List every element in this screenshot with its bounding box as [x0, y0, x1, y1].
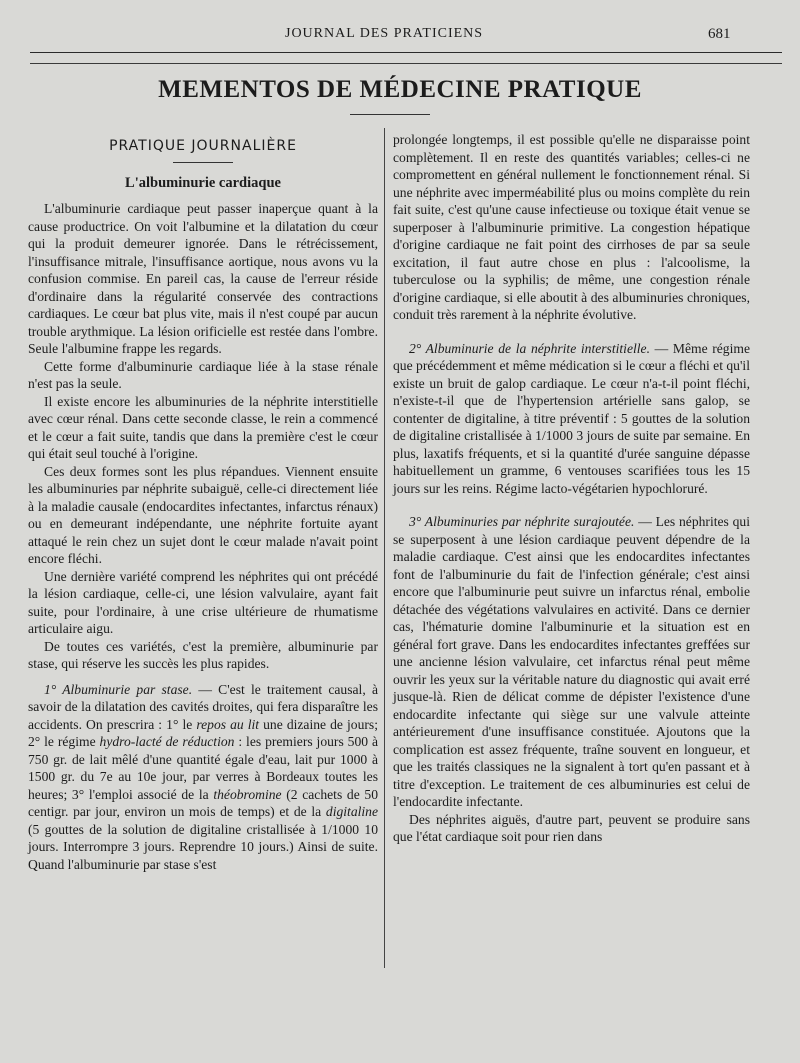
right-column: [393, 131, 750, 846]
paragraph: Une dernière variété comprend les néphrites qui ont précédé la lésion cardiaque, celle-ci, une lésion valvulaire, ayant fait suite, pour l'ordinaire, à une crise ultérieure de rhumatisme articulaire aigu.: [28, 568, 378, 636]
subheading: 1° Albuminurie par stase.: [44, 681, 193, 697]
page-title: MEMENTOS DE MÉDECINE PRATIQUE: [158, 76, 642, 103]
paragraph: prolongée longtemps, il est possible qu'elle ne disparaisse point complètement. Il en reste des quantités variables; celles-ci ne compromettent en général nullement le fonctionnement rénal. Si une néphrite avec imperméabilité plus ou moins complète du rein fait suite, c'est qu'une cause infectieuse ou toxique était venue se superposer à l'albuminurie primitive. La congestion hépatique d'origine cardiaque ne fait point des cirrhoses de par sa seule excitation, il faut autre chose en plus : l'alcoolisme, la tuberculose ou la syphilis; de même, une congestion rénale d'origine cardiaque, si elle aboutit à des albuminuries chroniques, conduit très rarement à la néphrite évolutive.: [393, 132, 750, 322]
title-rule: [350, 114, 430, 115]
section-rule: [173, 162, 233, 163]
column-divider: [384, 128, 385, 968]
paragraph: Cette forme d'albuminurie cardiaque liée à la stase rénale n'est pas la seule.: [28, 358, 378, 391]
running-head: [0, 26, 800, 46]
paragraph: Il existe encore les albuminuries de la néphrite interstitielle avec cœur rénal. Dans cette seconde classe, le rein a commencé et le cœur a fait suite, tandis que dans la première c'est le cœur qui était seul touché à l'origine.: [28, 393, 378, 461]
paragraph: De toutes ces variétés, c'est la première, albuminurie par stase, qui réserve les succès les plus rapides.: [28, 638, 378, 671]
subheading: 2° Albuminurie de la néphrite interstitielle.: [409, 340, 650, 356]
header-rule-secondary: [30, 63, 782, 64]
paragraph-interstitielle: 2° Albuminurie de la néphrite interstitielle. — Même régime que précédemment et même médication si le cœur a fléchi et qu'il existe un bruit de galop cardiaque. Le cœur n'a-t-il point fléchi, n'existe-t-il que de l'hypertension artérielle sans galop, se contenter de digitaline, à titre préventif : 5 gouttes de la solution de digitaline cristallisée à 1/1000 3 jours de suite par semaine. En plus, laxatifs fréquents, et si la quantité d'urée sanguine dépasse habituellement un gramme, 6 ventouses scarifiées tous les 15 jours sur les reins. Régime lacto-végétarien hypochloruré.: [393, 340, 750, 496]
article-title: L'albuminurie cardiaque: [125, 174, 281, 191]
paragraph-stase: 1° Albuminurie par stase. — C'est le traitement causal, à savoir de la dilatation des cavités droites, qui fera disparaître les accidents. On prescrira : 1° le repos au lit une dizaine de jours; 2° le régime hydro-lacté de réduction : les premiers jours 500 à 750 gr. de lait mêlé d'une quantité égale d'eau, lait pur 1000 à 1500 gr. du 7e au 10e jour, par verres à Bordeaux toutes les heures; 3° l'emploi associé de la théobromine (2 cachets de 50 centigr. par jour, environ un mois de temps) et de la digitaline (5 gouttes de la solution de digitaline cristallisée à 1/1000 10 jours. Interrompre 3 jours. Reprendre 10 jours.) Ainsi de suite. Quand l'albuminurie par stase s'est: [28, 681, 378, 872]
subheading: 3° Albuminuries par néphrite surajoutée.: [409, 514, 635, 529]
page-number: 681: [708, 26, 731, 42]
section-heading: PRATIQUE JOURNALIÈRE: [109, 138, 297, 154]
paragraph-surajoutee: 3° Albuminuries par néphrite surajoutée. — Les néphrites qui se superposent à une lésion cardiaque peuvent dépendre de la maladie cardiaque. C'est ainsi que les endocardites infectantes font de l'albuminurie du fait de l'infection générale; c'est ainsi encore que l'albuminurie peut suivre un infarctus rénal, embolie détachée des végétations valvulaires en activité. Dans ce dernier cas, l'hématurie domine l'albuminurie et la situation est en général fort grave. Dans les endocardites infectantes greffées sur une ancienne lésion valvulaire, cet infarctus rénal peut même ouvrir les yeux sur la véritable nature du diagnostic qui avait erré jusque-là. Rien de délicat comme de dépister l'existence d'une endocardite infectante qui siège sur une valvule atteinte antérieurement d'une insuffisance constituée. Ajoutons que la complication est assez fréquente, traîne souvent en longueur, et que les traités classiques ne la signalent à tort qu'en passant et à titre d'exception. Le traitement de ces albuminuries est celui de l'endocardite infectante.: [393, 514, 751, 809]
paragraph: Des néphrites aiguës, d'autre part, peuvent se produire sans que l'état cardiaque soit pour rien dans: [393, 811, 750, 844]
journal-title: JOURNAL DES PRATICIENS: [285, 26, 484, 41]
left-column: [28, 138, 378, 873]
header-rule: [30, 52, 782, 53]
paragraph: L'albuminurie cardiaque peut passer inaperçue quant à la cause productrice. On voit l'albumine et la dilatation du cœur qui la produit demeurer ignorée. Dans le rétrécissement, l'insuffisance mitrale, l'insuffisance aortique, nous avons vu la confusion commise. En pareil cas, la cause de l'erreur réside d'ordinaire dans la régularité conservée des contractions cardiaques. Le cœur bat plus vite, mais il n'est coupé par aucun trouble arythmique. La lésion orificielle est restée dans l'ombre. Seule l'albumine frappe les regards.: [28, 201, 378, 356]
paragraph: Ces deux formes sont les plus répandues. Viennent ensuite les albuminuries par néphrite subaiguë, celle-ci directement liée à la maladie causale (endocardites infectantes, infarctus rénaux) ou en demeurant indépendante, une néphrite fortuite ayant attaqué le rein chez un sujet dont le cœur malade n'avait point encore fléchi.: [28, 463, 378, 566]
